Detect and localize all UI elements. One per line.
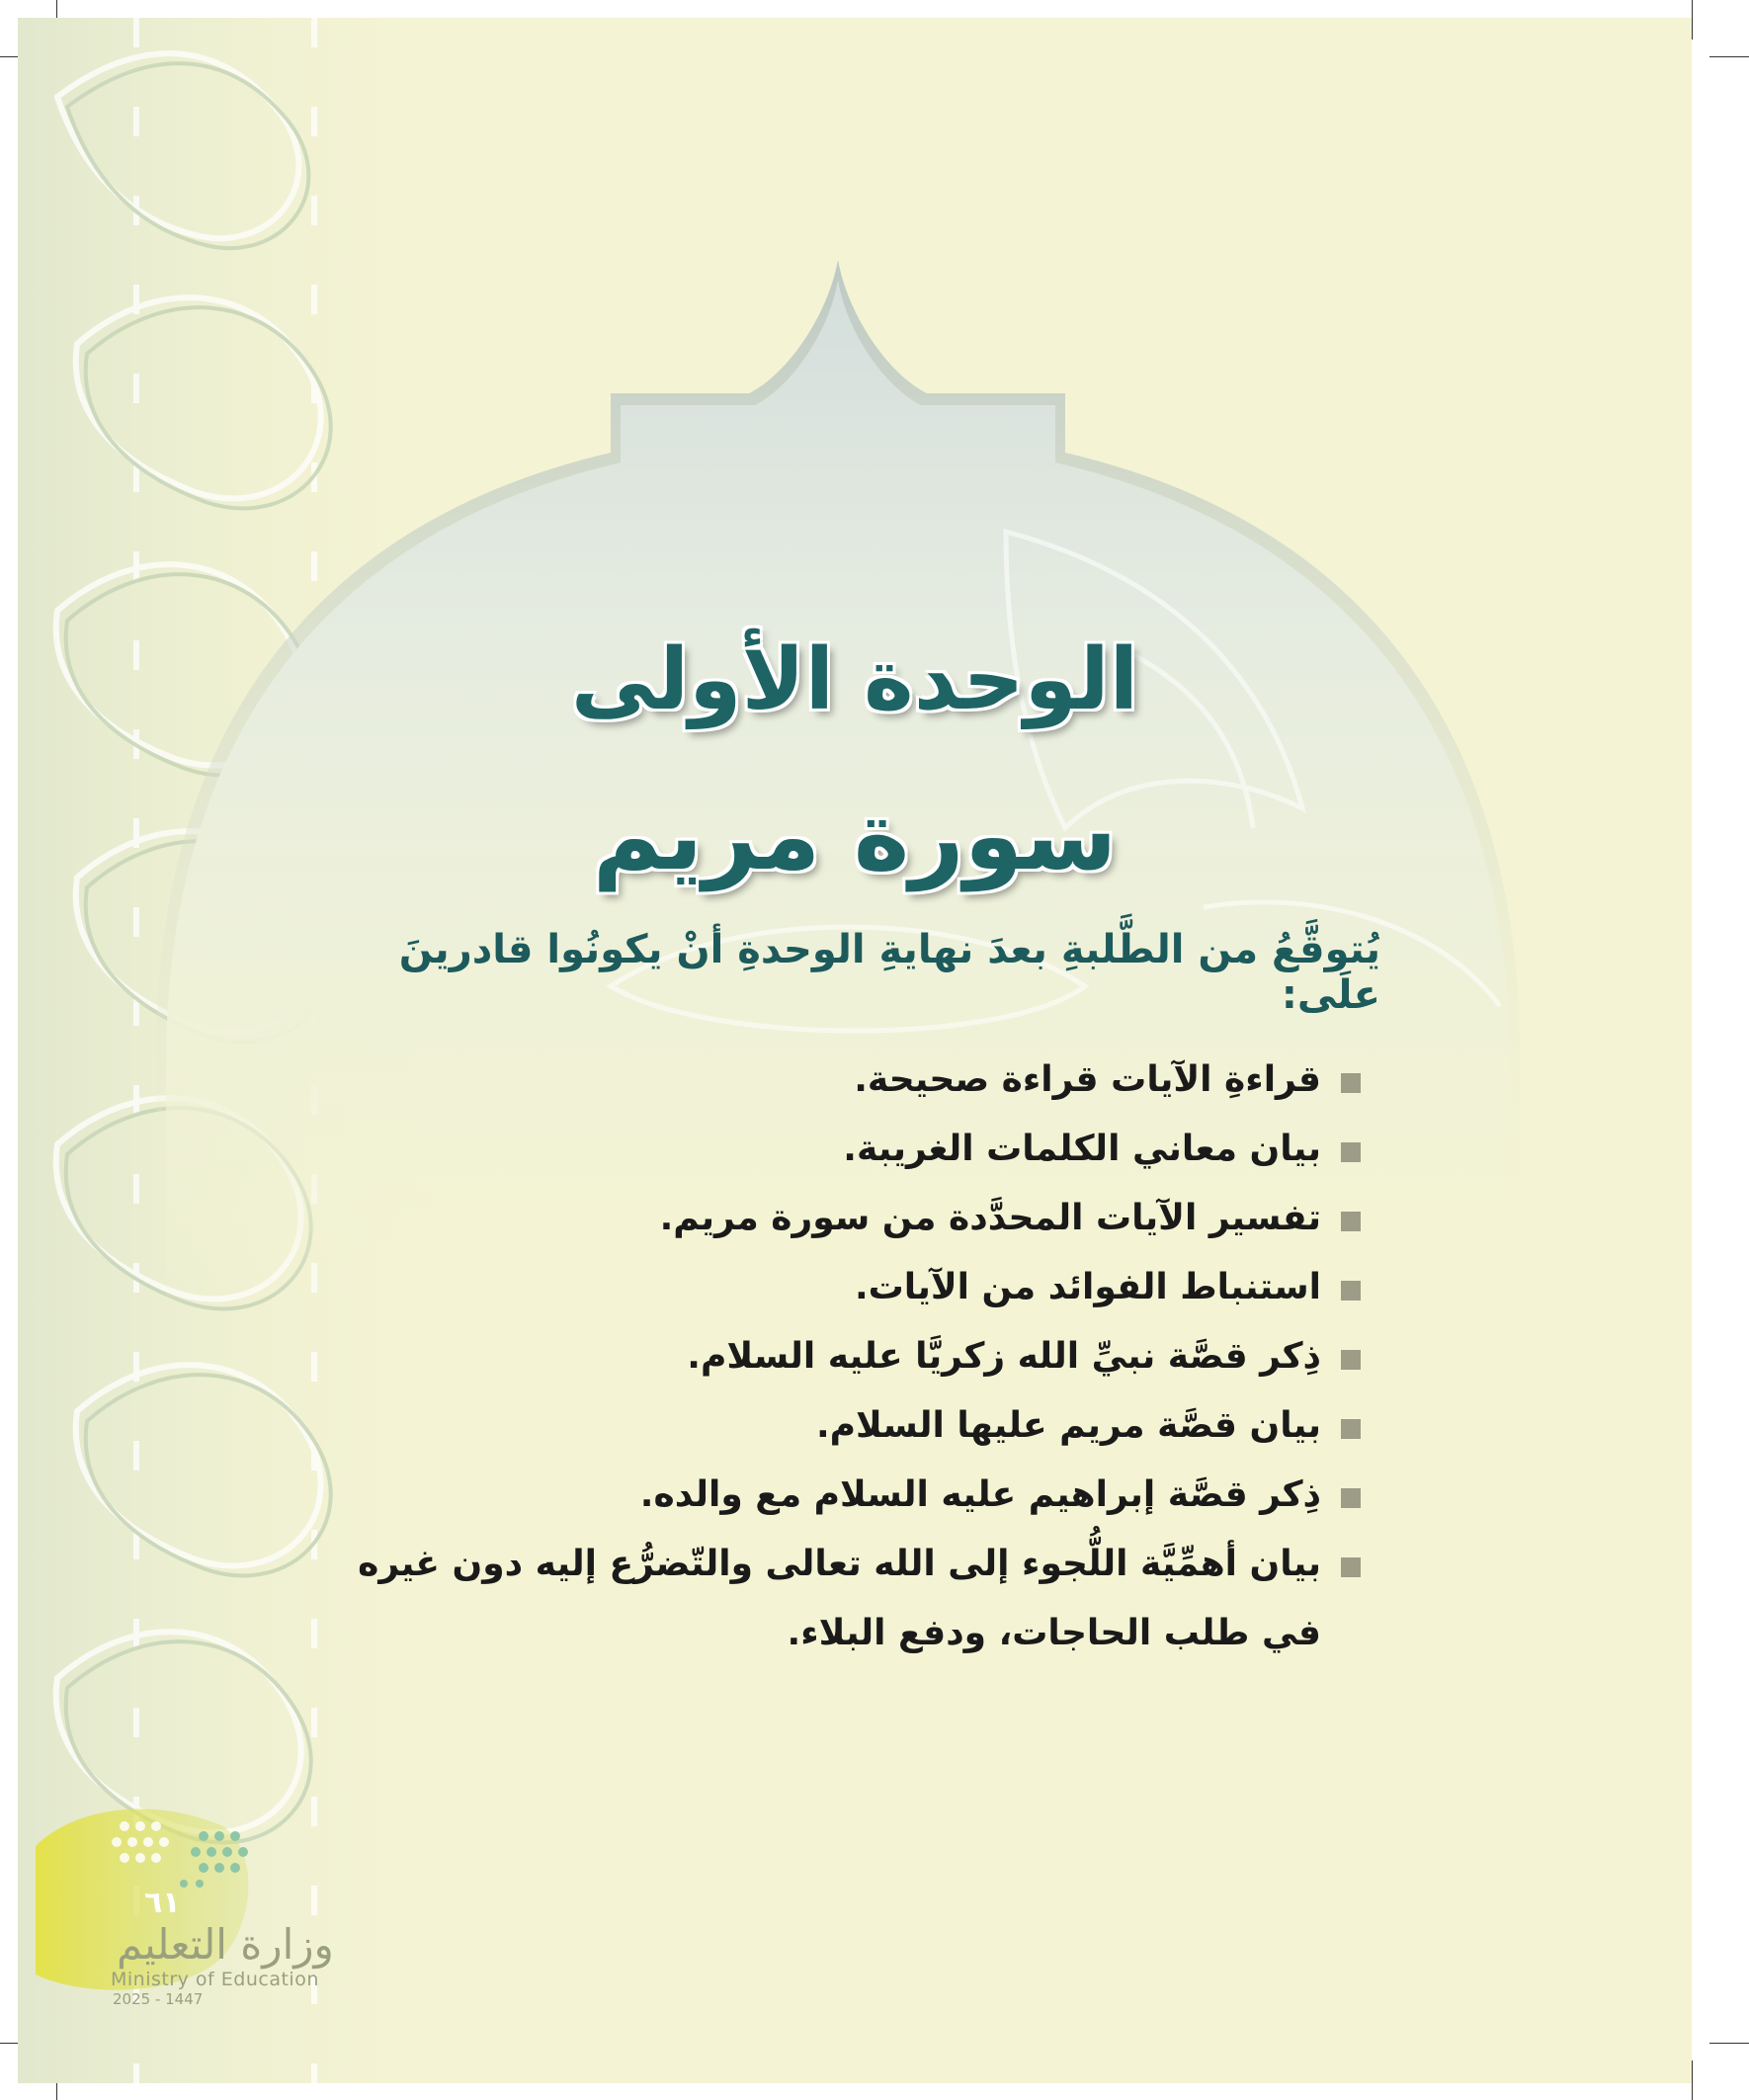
crop-mark	[1709, 2043, 1749, 2044]
square-bullet-icon	[1341, 1488, 1361, 1508]
surah-title: سورة مريم	[592, 781, 1118, 891]
square-bullet-icon	[1341, 1212, 1361, 1231]
crop-mark	[1692, 0, 1693, 40]
objective-text: ذِكر قصَّة نبيِّ الله زكريَّا عليه السلام.	[687, 1336, 1321, 1377]
list-item	[313, 1046, 1361, 1115]
objectives-list	[313, 1046, 1361, 1668]
ministry-name-english: Ministry of Education	[111, 1969, 319, 1990]
list-item	[313, 1322, 1361, 1391]
list-item	[313, 1115, 1361, 1184]
book-page	[18, 18, 1692, 2083]
objective-text: بيان معاني الكلمات الغريبة.	[843, 1129, 1321, 1169]
list-item	[313, 1530, 1361, 1668]
square-bullet-icon	[1341, 1419, 1361, 1439]
list-item	[313, 1184, 1361, 1253]
objective-text: بيان أهمِّيَّة اللُّجوء إلى الله تعالى والتّضرُّع إليه دون غيره في طلب الحاجات، ودفع البلاء.	[358, 1544, 1321, 1653]
list-item	[313, 1461, 1361, 1530]
square-bullet-icon	[1341, 1073, 1361, 1093]
objective-text: قراءةِ الآيات قراءة صحيحة.	[854, 1059, 1321, 1100]
list-item	[313, 1391, 1361, 1461]
objective-text: بيان قصَّة مريم عليها السلام.	[815, 1405, 1321, 1446]
objectives-intro: يُتوقَّعُ من الطَّلبةِ بعدَ نهايةِ الوحدةِ أنْ يكونُوا قادرينَ علَى:	[398, 927, 1380, 1018]
crop-mark	[1709, 56, 1749, 57]
square-bullet-icon	[1341, 1557, 1361, 1577]
square-bullet-icon	[1341, 1142, 1361, 1162]
square-bullet-icon	[1341, 1281, 1361, 1301]
objective-text: استنباط الفوائد من الآيات.	[854, 1267, 1321, 1307]
objective-text: ذِكر قصَّة إبراهيم عليه السلام مع والده.	[639, 1474, 1321, 1515]
footer-logo	[36, 1787, 391, 2083]
unit-title: الوحدة الأولى	[570, 630, 1139, 729]
ministry-name-arabic: وزارة التعليم	[117, 1920, 334, 1969]
edition-year: 2025 - 1447	[113, 1990, 204, 2008]
square-bullet-icon	[1341, 1350, 1361, 1370]
objective-text: تفسير الآيات المحدَّدة من سورة مريم.	[659, 1198, 1321, 1238]
page-number: ٦١	[144, 1886, 181, 1920]
list-item	[313, 1253, 1361, 1322]
crop-mark	[1692, 2060, 1693, 2100]
